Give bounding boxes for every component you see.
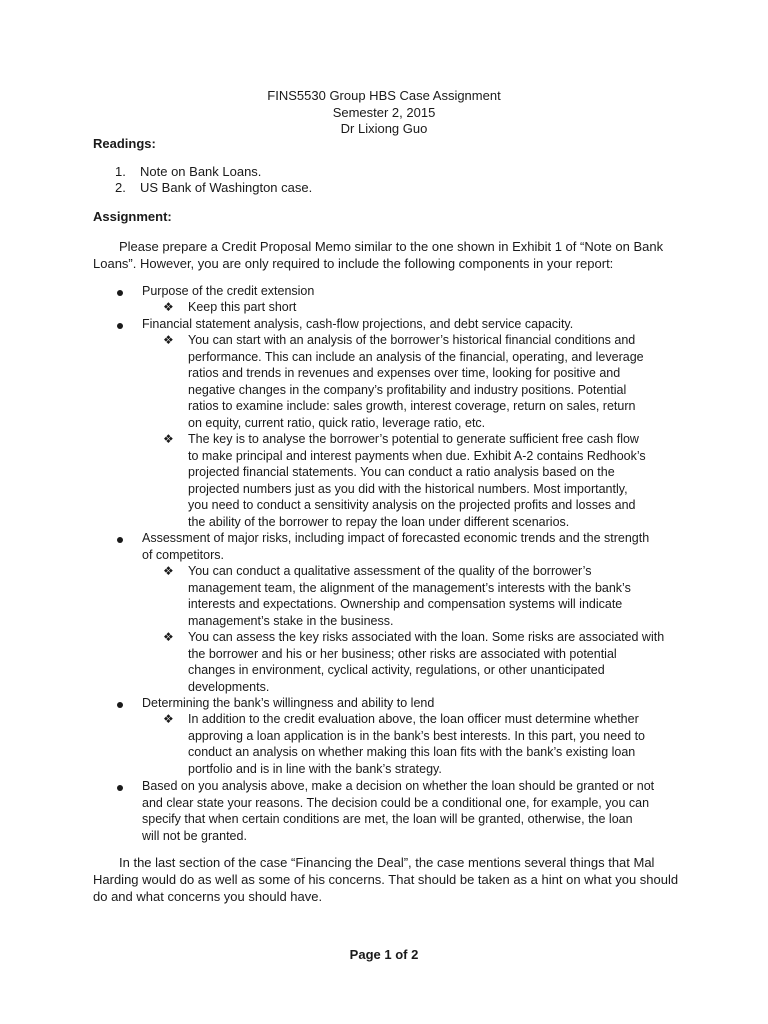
bullet-line: will not be granted.	[142, 828, 247, 843]
bullet-decision	[142, 778, 654, 844]
sub-bullet-key-risks	[188, 629, 664, 695]
bullet-line: specify that when certain conditions are met, the loan will be granted, otherwise, the loan	[142, 812, 633, 826]
bullet-dot	[117, 323, 123, 329]
sub-bullet-line: ratios and trends in revenues and expenses over time, looking for positive and	[188, 366, 621, 380]
sub-bullet-line: interests and expectations. Ownership and compensation systems will indicate	[188, 597, 623, 611]
lecturer-line: Dr Lixiong Guo	[340, 121, 428, 136]
sub-bullet-line: In addition to the credit evaluation above, the loan officer must determine whether	[188, 712, 639, 726]
document-header	[0, 88, 768, 138]
closing-line: Harding would do as well as some of his concerns. That should be taken as a hint on what you should	[93, 872, 679, 887]
intro-line: Loans”. However, you are only required to include the following components in your report:	[93, 256, 614, 271]
sub-bullet-line: You can conduct a qualitative assessment of the quality of the borrower’s	[188, 564, 592, 578]
sub-bullet-line: Keep this part short	[188, 300, 297, 314]
sub-bullet-line: portfolio and is in line with the bank’s strategy.	[188, 761, 442, 776]
sub-bullet-line: to make principal and interest payments when due. Exhibit A-2 contains Redhook’s	[188, 448, 646, 463]
page-number: Page 1 of 2	[349, 947, 419, 962]
diamond-bullet-icon: ❖	[163, 630, 174, 644]
closing-paragraph	[93, 854, 683, 905]
sub-bullet-line: you need to conduct a sensitivity analysis on the projected profits and losses and	[188, 498, 636, 512]
bullet-line: Purpose of the credit extension	[142, 284, 315, 298]
sub-bullet-line: performance. This can include an analysis of the financial, operating, and leverage	[188, 349, 644, 364]
bullet-major-risks	[142, 530, 649, 563]
assignment-heading: Assignment:	[93, 209, 172, 224]
sub-bullet-line: ratios to examine include: sales growth, interest coverage, return on sales, return	[188, 399, 636, 413]
bullet-line: Financial statement analysis, cash-flow projections, and debt service capacity.	[142, 317, 574, 331]
reading-1-number: 1.	[115, 164, 126, 179]
diamond-bullet-icon: ❖	[163, 712, 174, 726]
sub-bullet-historical-analysis	[188, 332, 644, 431]
sub-bullet-line: You can assess the key risks associated with the loan. Some risks are associated with	[188, 630, 665, 644]
diamond-bullet-icon: ❖	[163, 300, 174, 314]
readings-heading: Readings:	[93, 136, 156, 151]
sub-bullet-line: You can start with an analysis of the borrower’s historical financial conditions and	[188, 333, 636, 347]
bullet-dot	[117, 290, 123, 296]
diamond-bullet-icon: ❖	[163, 432, 174, 446]
sub-bullet-cash-flow	[188, 431, 646, 530]
reading-2-number: 2.	[115, 180, 126, 195]
intro-line: Please prepare a Credit Proposal Memo similar to the one shown in Exhibit 1 of “Note on Bank	[119, 239, 664, 254]
closing-line: do and what concerns you should have.	[93, 889, 323, 904]
sub-bullet-line: management’s stake in the business.	[188, 613, 394, 628]
bullet-line: of competitors.	[142, 547, 224, 562]
sub-bullet-line: the ability of the borrower to repay the loan under different scenarios.	[188, 514, 570, 529]
course-title: FINS5530 Group HBS Case Assignment	[267, 88, 501, 103]
sub-bullet-line: projected financial statements. You can conduct a ratio analysis based on the	[188, 465, 615, 479]
bullet-line: and clear state your reasons. The decision could be a conditional one, for example, you can	[142, 795, 650, 810]
bullet-willingness-to-lend	[142, 695, 434, 712]
diamond-bullet-icon: ❖	[163, 333, 174, 347]
sub-bullet-line: changes in environment, cyclical activity, regulations, or other unanticipated	[188, 663, 605, 677]
sub-bullet-bank-interests	[188, 711, 645, 777]
reading-2-text: US Bank of Washington case.	[140, 180, 313, 195]
sub-bullet-line: the borrower and his or her business; other risks are associated with potential	[188, 646, 617, 661]
sub-bullet-line: projected numbers just as you did with the historical numbers. Most importantly,	[188, 481, 628, 496]
sub-bullet-line: on equity, current ratio, quick ratio, leverage ratio, etc.	[188, 415, 486, 430]
reading-1-text: Note on Bank Loans.	[140, 164, 262, 179]
assignment-intro	[93, 238, 683, 272]
sub-bullet-line: The key is to analyse the borrower’s potential to generate sufficient free cash flow	[188, 432, 639, 446]
sub-bullet-keep-short	[188, 299, 296, 316]
sub-bullet-line: management team, the alignment of the management’s interests with the bank’s	[188, 580, 631, 595]
bullet-line: Determining the bank’s willingness and ability to lend	[142, 696, 435, 710]
bullet-dot	[117, 702, 123, 708]
sub-bullet-line: developments.	[188, 679, 270, 694]
sub-bullet-line: negative changes in the company’s profitability and industry positions. Potential	[188, 382, 627, 397]
sub-bullet-management-quality	[188, 563, 631, 629]
closing-line: In the last section of the case “Financing the Deal”, the case mentions several things that Mal	[119, 855, 655, 870]
sub-bullet-line: approving a loan application is in the bank’s best interests. In this part, you need to	[188, 728, 646, 743]
sub-bullet-line: conduct an analysis on whether making this loan fits with the bank’s existing loan	[188, 745, 636, 759]
diamond-bullet-icon: ❖	[163, 564, 174, 578]
bullet-line: Assessment of major risks, including impact of forecasted economic trends and the strength	[142, 531, 650, 545]
semester-line: Semester 2, 2015	[332, 104, 436, 120]
bullet-line: Based on you analysis above, make a decision on whether the loan should be granted or not	[142, 779, 655, 793]
bullet-purpose	[142, 283, 314, 300]
bullet-dot	[117, 785, 123, 791]
bullet-financial-analysis	[142, 316, 573, 333]
bullet-dot	[117, 537, 123, 543]
